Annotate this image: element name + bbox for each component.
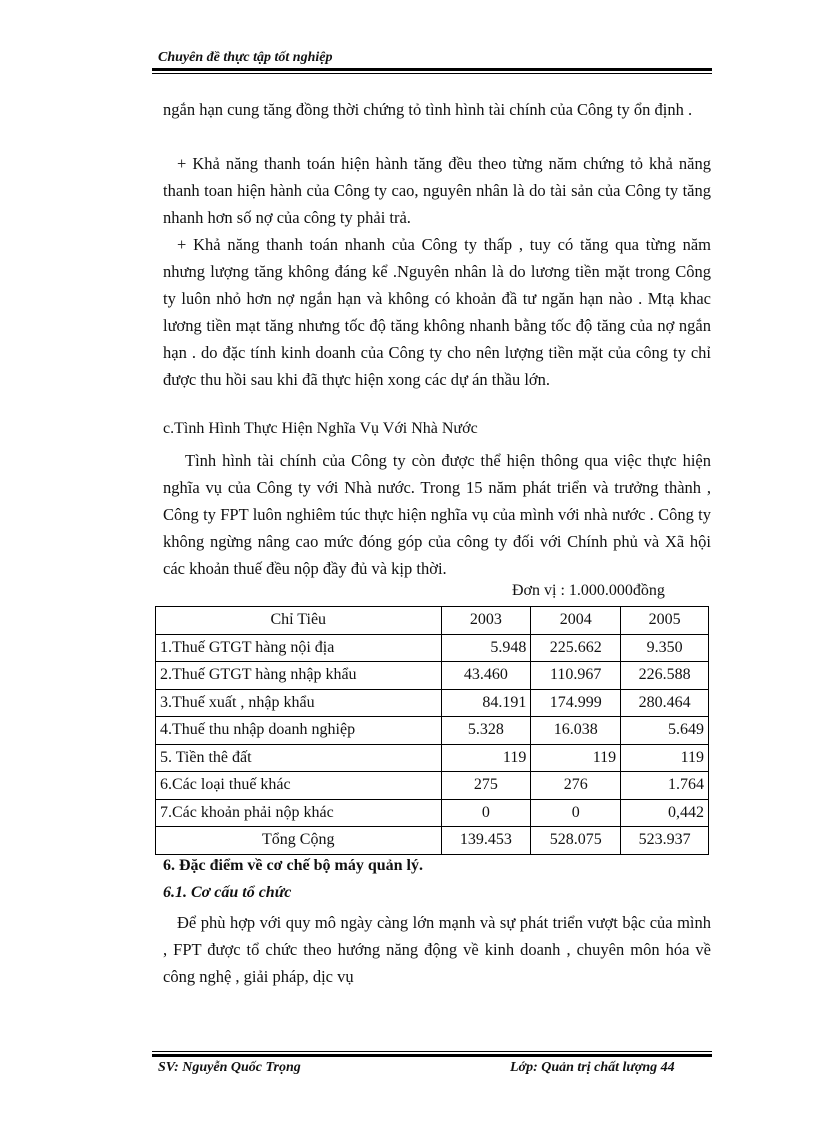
- paragraph-2: + Khả năng thanh toán hiện hành tăng đều theo từng năm chứng tỏ khả năng thanh toan hiện hành của Công ty cao, nguyên nhân là do tài sản của Công ty tăng nhanh hơn số nợ của công ty phải trả.: [163, 154, 711, 227]
- table-cell: 16.038: [531, 717, 621, 745]
- footer-rule-thin: [152, 1051, 712, 1052]
- table-cell: Tổng Cộng: [156, 827, 442, 855]
- table-row: [156, 744, 709, 772]
- table-header-cell: 2003: [441, 607, 531, 635]
- table-row: [156, 662, 709, 690]
- page-header-title: Chuyên đề thực tập tốt nghiệp: [158, 50, 333, 65]
- table-cell: 43.460: [441, 662, 531, 690]
- table-cell: 119: [621, 744, 709, 772]
- table-cell: 119: [441, 744, 531, 772]
- table-cell: 276: [531, 772, 621, 800]
- table-cell: 280.464: [621, 689, 709, 717]
- table-cell: 4.Thuế thu nhập doanh nghiệp: [156, 717, 442, 745]
- table-header-cell: Chỉ Tiêu: [156, 607, 442, 635]
- footer-rule: [152, 1054, 712, 1057]
- table-header-row: [156, 607, 709, 635]
- table-cell: 0: [531, 799, 621, 827]
- tax-table: [155, 606, 709, 855]
- table-cell: 139.453: [441, 827, 531, 855]
- table-header-cell: 2004: [531, 607, 621, 635]
- section-6-heading: 6. Đặc điểm về cơ chế bộ máy quản lý.: [163, 857, 423, 874]
- table-cell: 0: [441, 799, 531, 827]
- table-cell: 84.191: [441, 689, 531, 717]
- footer-student: SV: Nguyễn Quốc Trọng: [158, 1060, 301, 1075]
- paragraph-1: ngắn hạn cung tăng đồng thời chứng tỏ tình hình tài chính của Công ty ổn định .: [163, 100, 693, 119]
- header-rule: [152, 68, 712, 71]
- table-row: [156, 772, 709, 800]
- table-cell: 2.Thuế GTGT hàng nhập khẩu: [156, 662, 442, 690]
- table-cell: 0,442: [621, 799, 709, 827]
- table-cell: 9.350: [621, 634, 709, 662]
- table-cell: 226.588: [621, 662, 709, 690]
- paragraph-4: Tình hình tài chính của Công ty còn được thể hiện thông qua việc thực hiện nghĩa vụ của Công ty với Nhà nước. Trong 15 năm phát triển và trưởng thành , Công ty FPT luôn nghiêm túc thực hiện nghĩa vụ của mình với nhà nước . Công ty không ngừng nâng cao mức đóng góp của công ty đối với Chính phủ và Xã hội các khoản thuế đều nộp đầy đủ và kịp thời.: [163, 451, 711, 578]
- paragraph-3: + Khả năng thanh toán nhanh của Công ty thấp , tuy có tăng qua từng năm nhưng lượng tăng không đáng kể .Nguyên nhân là do lương tiền mặt trong Công ty luôn nhỏ hơn nợ ngắn hạn và không có khoản đầ tư ngăn hạn nào . Mtạ khac lương tiền mạt tăng nhưng tốc độ tăng không nhanh bằng tốc độ tăng của nợ ngắn hạn . do đặc tính kinh doanh của Công ty cho nên lượng tiền mặt của công ty chỉ được thu hồi sau khi đã thực hiện xong các dự án thầu lớn.: [163, 235, 711, 389]
- table-cell: 523.937: [621, 827, 709, 855]
- table-cell: 6.Các loại thuế khác: [156, 772, 442, 800]
- table-cell: 5.948: [441, 634, 531, 662]
- section-6-1-body: Để phù hợp với quy mô ngày càng lớn mạnh và sự phát triển vượt bậc của mình , FPT được tổ chức theo hướng năng động về kinh doanh , chuyên môn hóa về công nghệ , giải pháp, dịc vụ: [163, 913, 711, 986]
- table-cell: 5.649: [621, 717, 709, 745]
- table-cell: 528.075: [531, 827, 621, 855]
- table-cell: 5. Tiền thê đất: [156, 744, 442, 772]
- table-cell: 5.328: [441, 717, 531, 745]
- section-6-1-heading: 6.1. Cơ cấu tổ chức: [163, 884, 292, 901]
- table-cell: 110.967: [531, 662, 621, 690]
- table-cell: 119: [531, 744, 621, 772]
- table-cell: 225.662: [531, 634, 621, 662]
- table-row: [156, 799, 709, 827]
- table-row: [156, 634, 709, 662]
- section-heading-c: c.Tình Hình Thực Hiện Nghĩa Vụ Với Nhà Nước: [163, 420, 478, 437]
- table-total-row: [156, 827, 709, 855]
- table-cell: 1.764: [621, 772, 709, 800]
- table-row: [156, 717, 709, 745]
- table-cell: 7.Các khoản phải nộp khác: [156, 799, 442, 827]
- table-cell: 1.Thuế GTGT hàng nội địa: [156, 634, 442, 662]
- unit-label: Đơn vị : 1.000.000đồng: [512, 582, 665, 599]
- table-row: [156, 689, 709, 717]
- table-header-cell: 2005: [621, 607, 709, 635]
- table-cell: 174.999: [531, 689, 621, 717]
- header-rule-thin: [152, 73, 712, 74]
- table-cell: 275: [441, 772, 531, 800]
- footer-class: Lớp: Quản trị chất lượng 44: [510, 1060, 675, 1075]
- table-cell: 3.Thuế xuất , nhập khẩu: [156, 689, 442, 717]
